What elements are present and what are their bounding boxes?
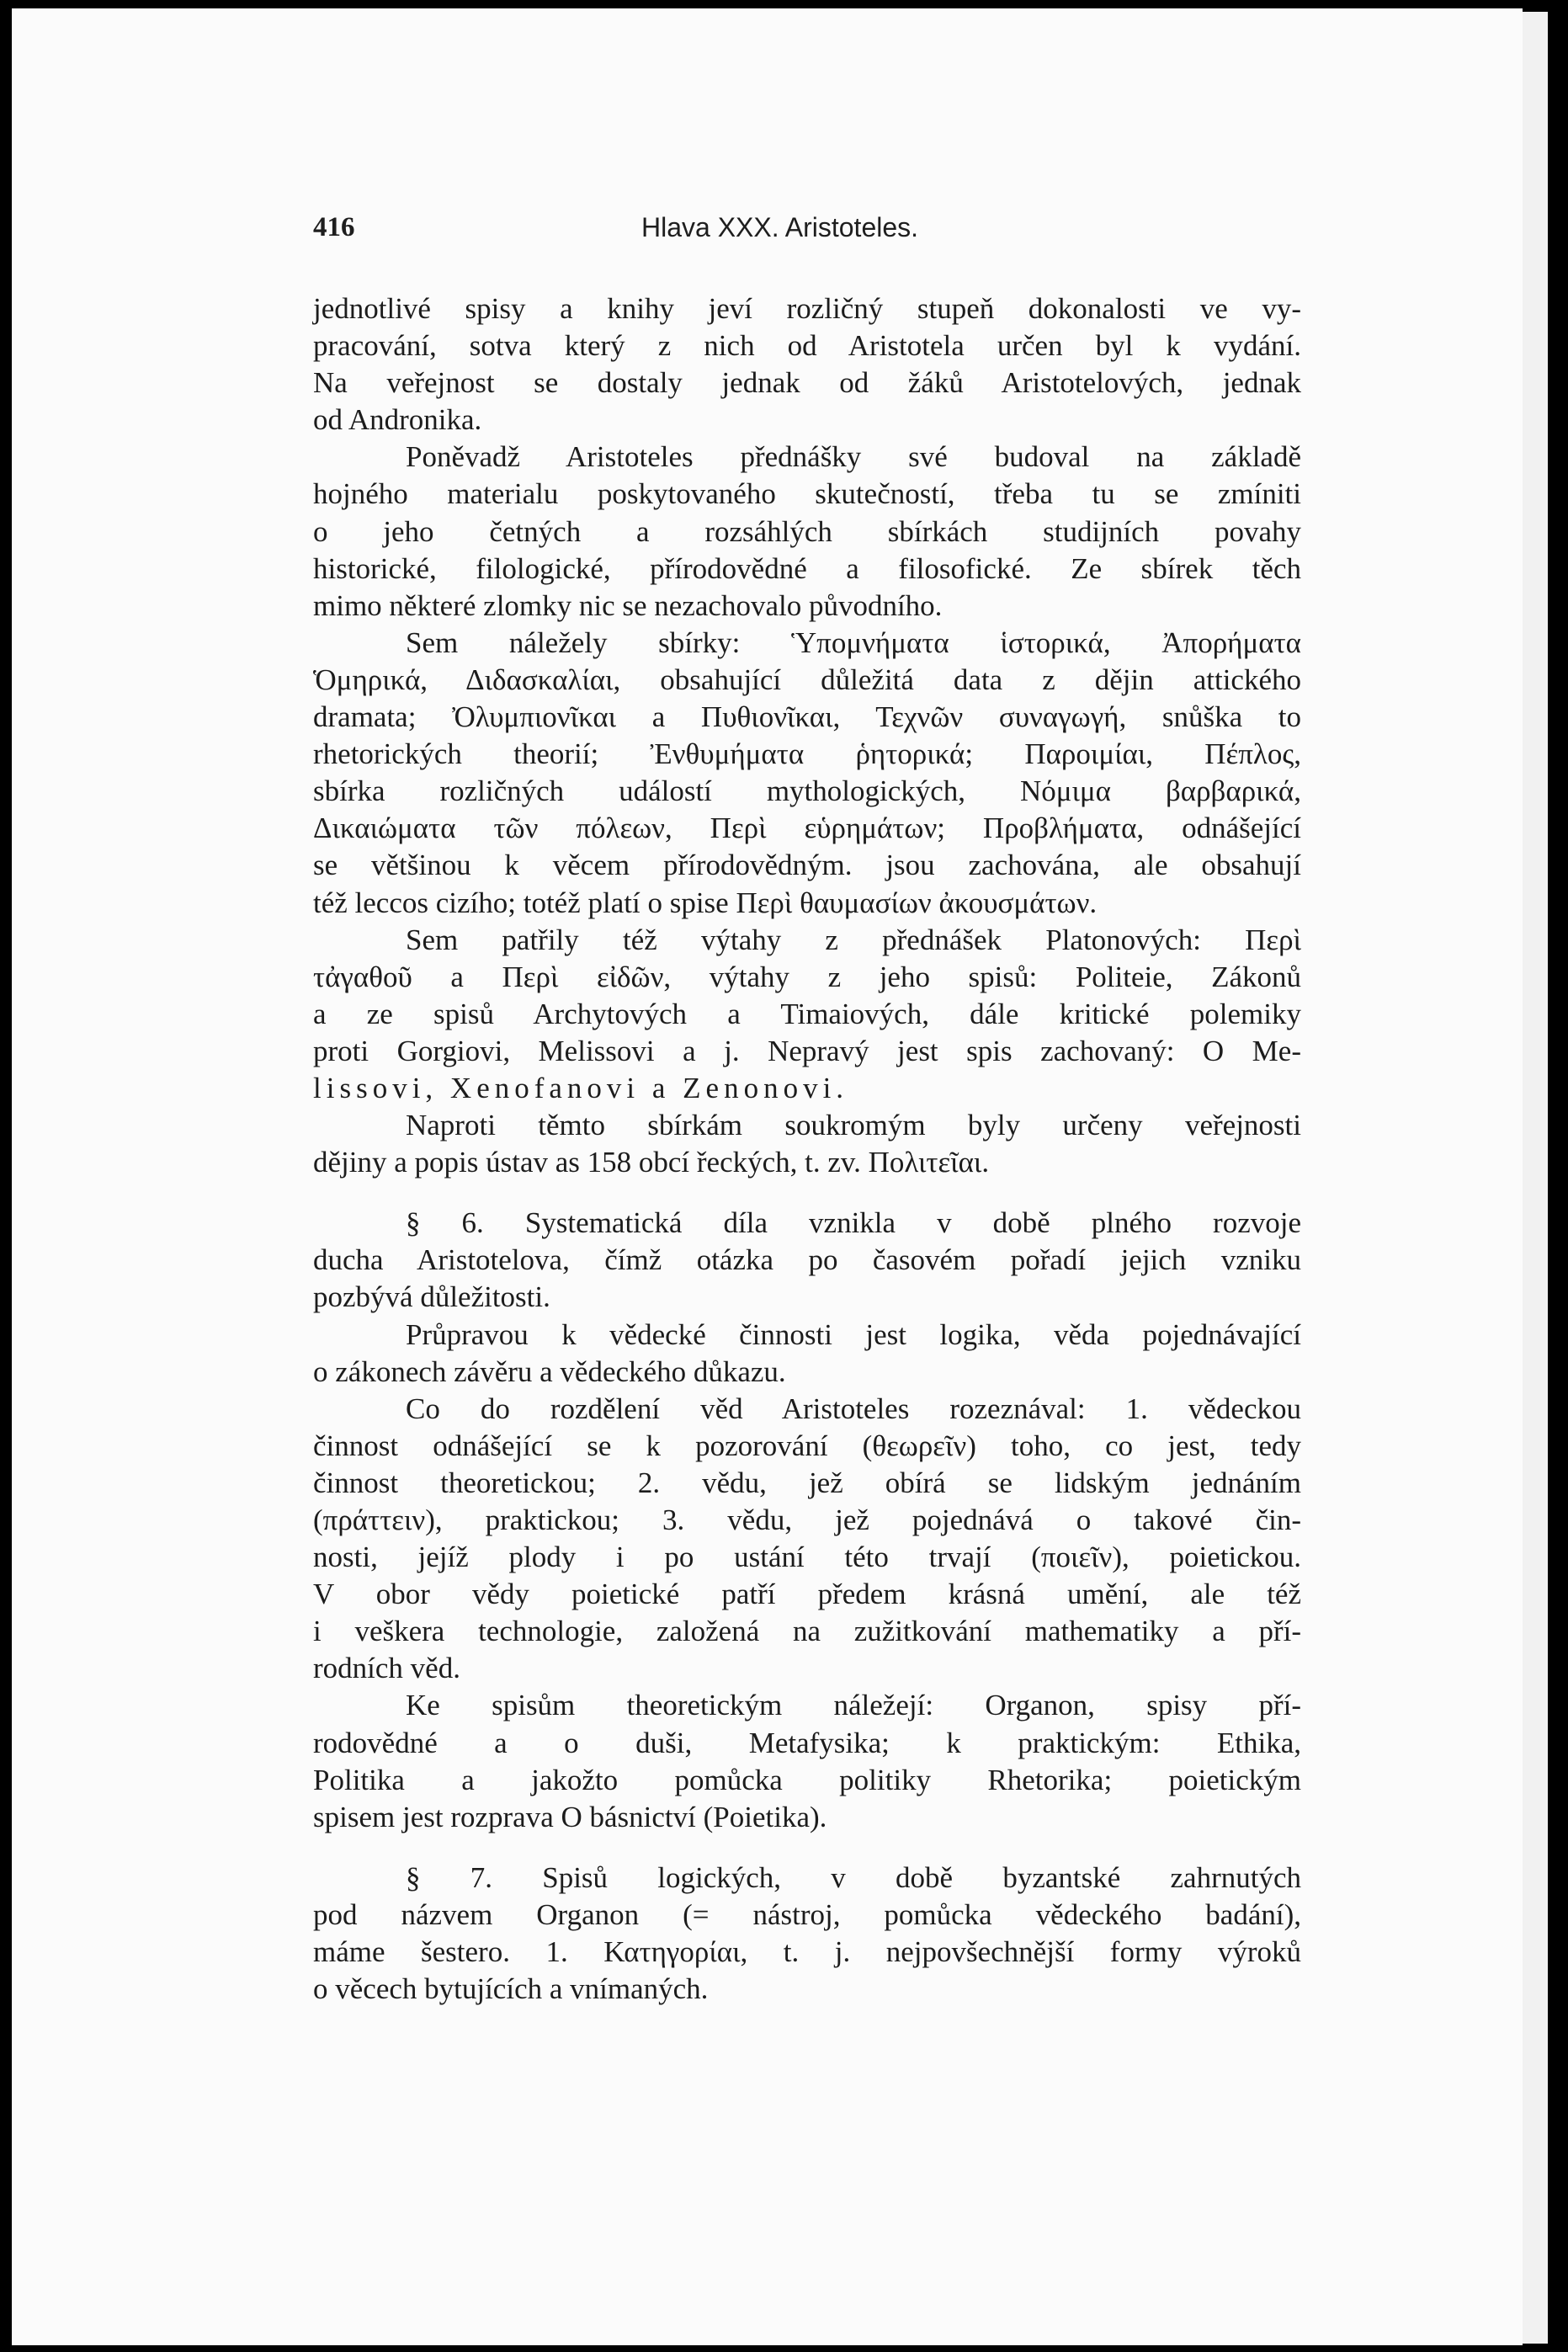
page-number: 416 bbox=[313, 212, 355, 242]
text-line: Ke spisům theoretickým náležejí: Organon, spisy pří- bbox=[406, 1689, 1301, 1722]
text-line: hojného materialu poskytovaného skutečností, třeba tu se zmíniti bbox=[313, 477, 1301, 511]
text-line: Naproti těmto sbírkám soukromým byly určeny veřejnosti bbox=[406, 1109, 1301, 1142]
text-line: a ze spisů Archytových a Timaiových, dále kritické polemiky bbox=[313, 997, 1301, 1030]
text-line: činnost odnášející se k pozorování (θεωρεῖν) toho, co jest, tedy bbox=[313, 1429, 1301, 1462]
text-line: (πράττειν), praktickou; 3. vědu, jež pojednává o takové čin- bbox=[313, 1503, 1301, 1536]
text-line: pracování, sotva který z nich od Aristotela určen byl k vydání. bbox=[313, 329, 1301, 363]
adjacent-page-edge bbox=[1523, 12, 1548, 2344]
text-line: se většinou k věcem přírodovědným. jsou zachována, ale obsahují bbox=[313, 849, 1301, 882]
text-line: sbírka rozličných událostí mythologických, Νόμιμα βαρβαρικά, bbox=[313, 774, 1301, 808]
text-line: též leccos cizího; totéž platí o spise Περὶ θαυμασίων ἀκουσμάτων. bbox=[313, 886, 1098, 919]
text-line: proti Gorgiovi, Melissovi a j. Nepravý jest spis zachovaný: O Me- bbox=[313, 1034, 1301, 1067]
text-line: dramata; Ὀλυμπιονῖκαι a Πυθιονῖκαι, Τεχνῶν συναγωγή, snůška to bbox=[313, 700, 1301, 734]
text-line: Průpravou k vědecké činnosti jest logika, věda pojednávající bbox=[406, 1317, 1301, 1351]
section-gap bbox=[313, 1181, 1301, 1205]
text-line: Ὁμηρικά, Διδασκαλίαι, obsahující důležitá data z dějin attického bbox=[313, 662, 1301, 696]
text-line: Politika a jakožto pomůcka politiky Rhetorika; poietickým bbox=[313, 1763, 1301, 1796]
text-line: máme šestero. 1. Κατηγορίαι, t. j. nejpovšechnější formy výroků bbox=[313, 1935, 1301, 1969]
text-line: Na veřejnost se dostaly jednak od žáků Aristotelových, jednak bbox=[313, 366, 1301, 400]
text-line: ducha Aristotelova, čímž otázka po časovém pořadí jejich vzniku bbox=[313, 1243, 1301, 1277]
text-line: rhetorických theorií; Ἐνθυμήματα ῥητορικά; Παροιμίαι, Πέπλος, bbox=[313, 737, 1301, 771]
text-line: pod názvem Organon (= nástroj, pomůcka vědeckého badání), bbox=[313, 1897, 1301, 1931]
text-line: rodních věd. bbox=[313, 1652, 460, 1685]
text-line: spisem jest rozprava O básnictví (Poietika). bbox=[313, 1800, 827, 1833]
text-line: Co do rozdělení věd Aristoteles rozeznával: 1. vědeckou bbox=[406, 1392, 1301, 1425]
text-line: jednotlivé spisy a knihy jeví rozličný stupeň dokonalosti ve vy- bbox=[313, 292, 1301, 325]
text-line: historické, filologické, přírodovědné a filosofické. Ze sbírek těch bbox=[313, 551, 1301, 585]
section-gap bbox=[313, 1836, 1301, 1860]
text-line: Sem náležely sbírky: Ὑπομνήματα ἱστορικά, Ἀπορήματα bbox=[406, 625, 1301, 659]
text-line: o věcech bytujících a vnímaných. bbox=[313, 1972, 709, 2006]
text-line: pozbývá důležitosti. bbox=[313, 1280, 550, 1314]
text-line: τἀγαθοῦ a Περὶ εἰδῶν, výtahy z jeho spisů: Politeie, Zákonů bbox=[313, 960, 1301, 993]
text-line: rodovědné a o duši, Metafysika; k praktickým: Ethika, bbox=[313, 1726, 1301, 1759]
text-line: Δικαιώματα τῶν πόλεων, Περὶ εὑρημάτων; Προβλήματα, odnášející bbox=[313, 811, 1301, 845]
text-line: o jeho četných a rozsáhlých sbírkách studijních povahy bbox=[313, 514, 1301, 548]
text-line: mimo některé zlomky nic se nezachovalo původního. bbox=[313, 588, 943, 622]
running-title: Hlava XXX. Aristoteles. bbox=[641, 212, 919, 242]
text-line: lissovi, Xenofanovi a Zenonovi. bbox=[313, 1071, 849, 1104]
text-line: Poněvadž Aristoteles přednášky své budoval na základě bbox=[406, 440, 1301, 474]
section-heading-line: § 7. Spisů logických, v době byzantské zahrnutých bbox=[406, 1860, 1301, 1894]
page-header bbox=[313, 200, 1301, 251]
text-line: Sem patřily též výtahy z přednášek Platonových: Περὶ bbox=[406, 923, 1301, 956]
body-text bbox=[313, 290, 1301, 2008]
text-line: nosti, jejíž plody i po ustání této trvají (ποιεῖν), poietickou. bbox=[313, 1541, 1301, 1574]
text-line: i veškera technologie, založená na zužitkování mathematiky a pří- bbox=[313, 1615, 1301, 1648]
text-line: dějiny a popis ústav as 158 obcí řeckých, t. zv. Πολιτεῖαι. bbox=[313, 1146, 990, 1179]
text-line: činnost theoretickou; 2. vědu, jež obírá se lidským jednáním bbox=[313, 1466, 1301, 1499]
text-line: o zákonech závěru a vědeckého důkazu. bbox=[313, 1354, 786, 1388]
section-heading-line: § 6. Systematická díla vznikla v době plného rozvoje bbox=[406, 1206, 1301, 1240]
text-line: od Andronika. bbox=[313, 403, 482, 437]
text-line: V obor vědy poietické patří předem krásná umění, ale též bbox=[313, 1578, 1301, 1611]
